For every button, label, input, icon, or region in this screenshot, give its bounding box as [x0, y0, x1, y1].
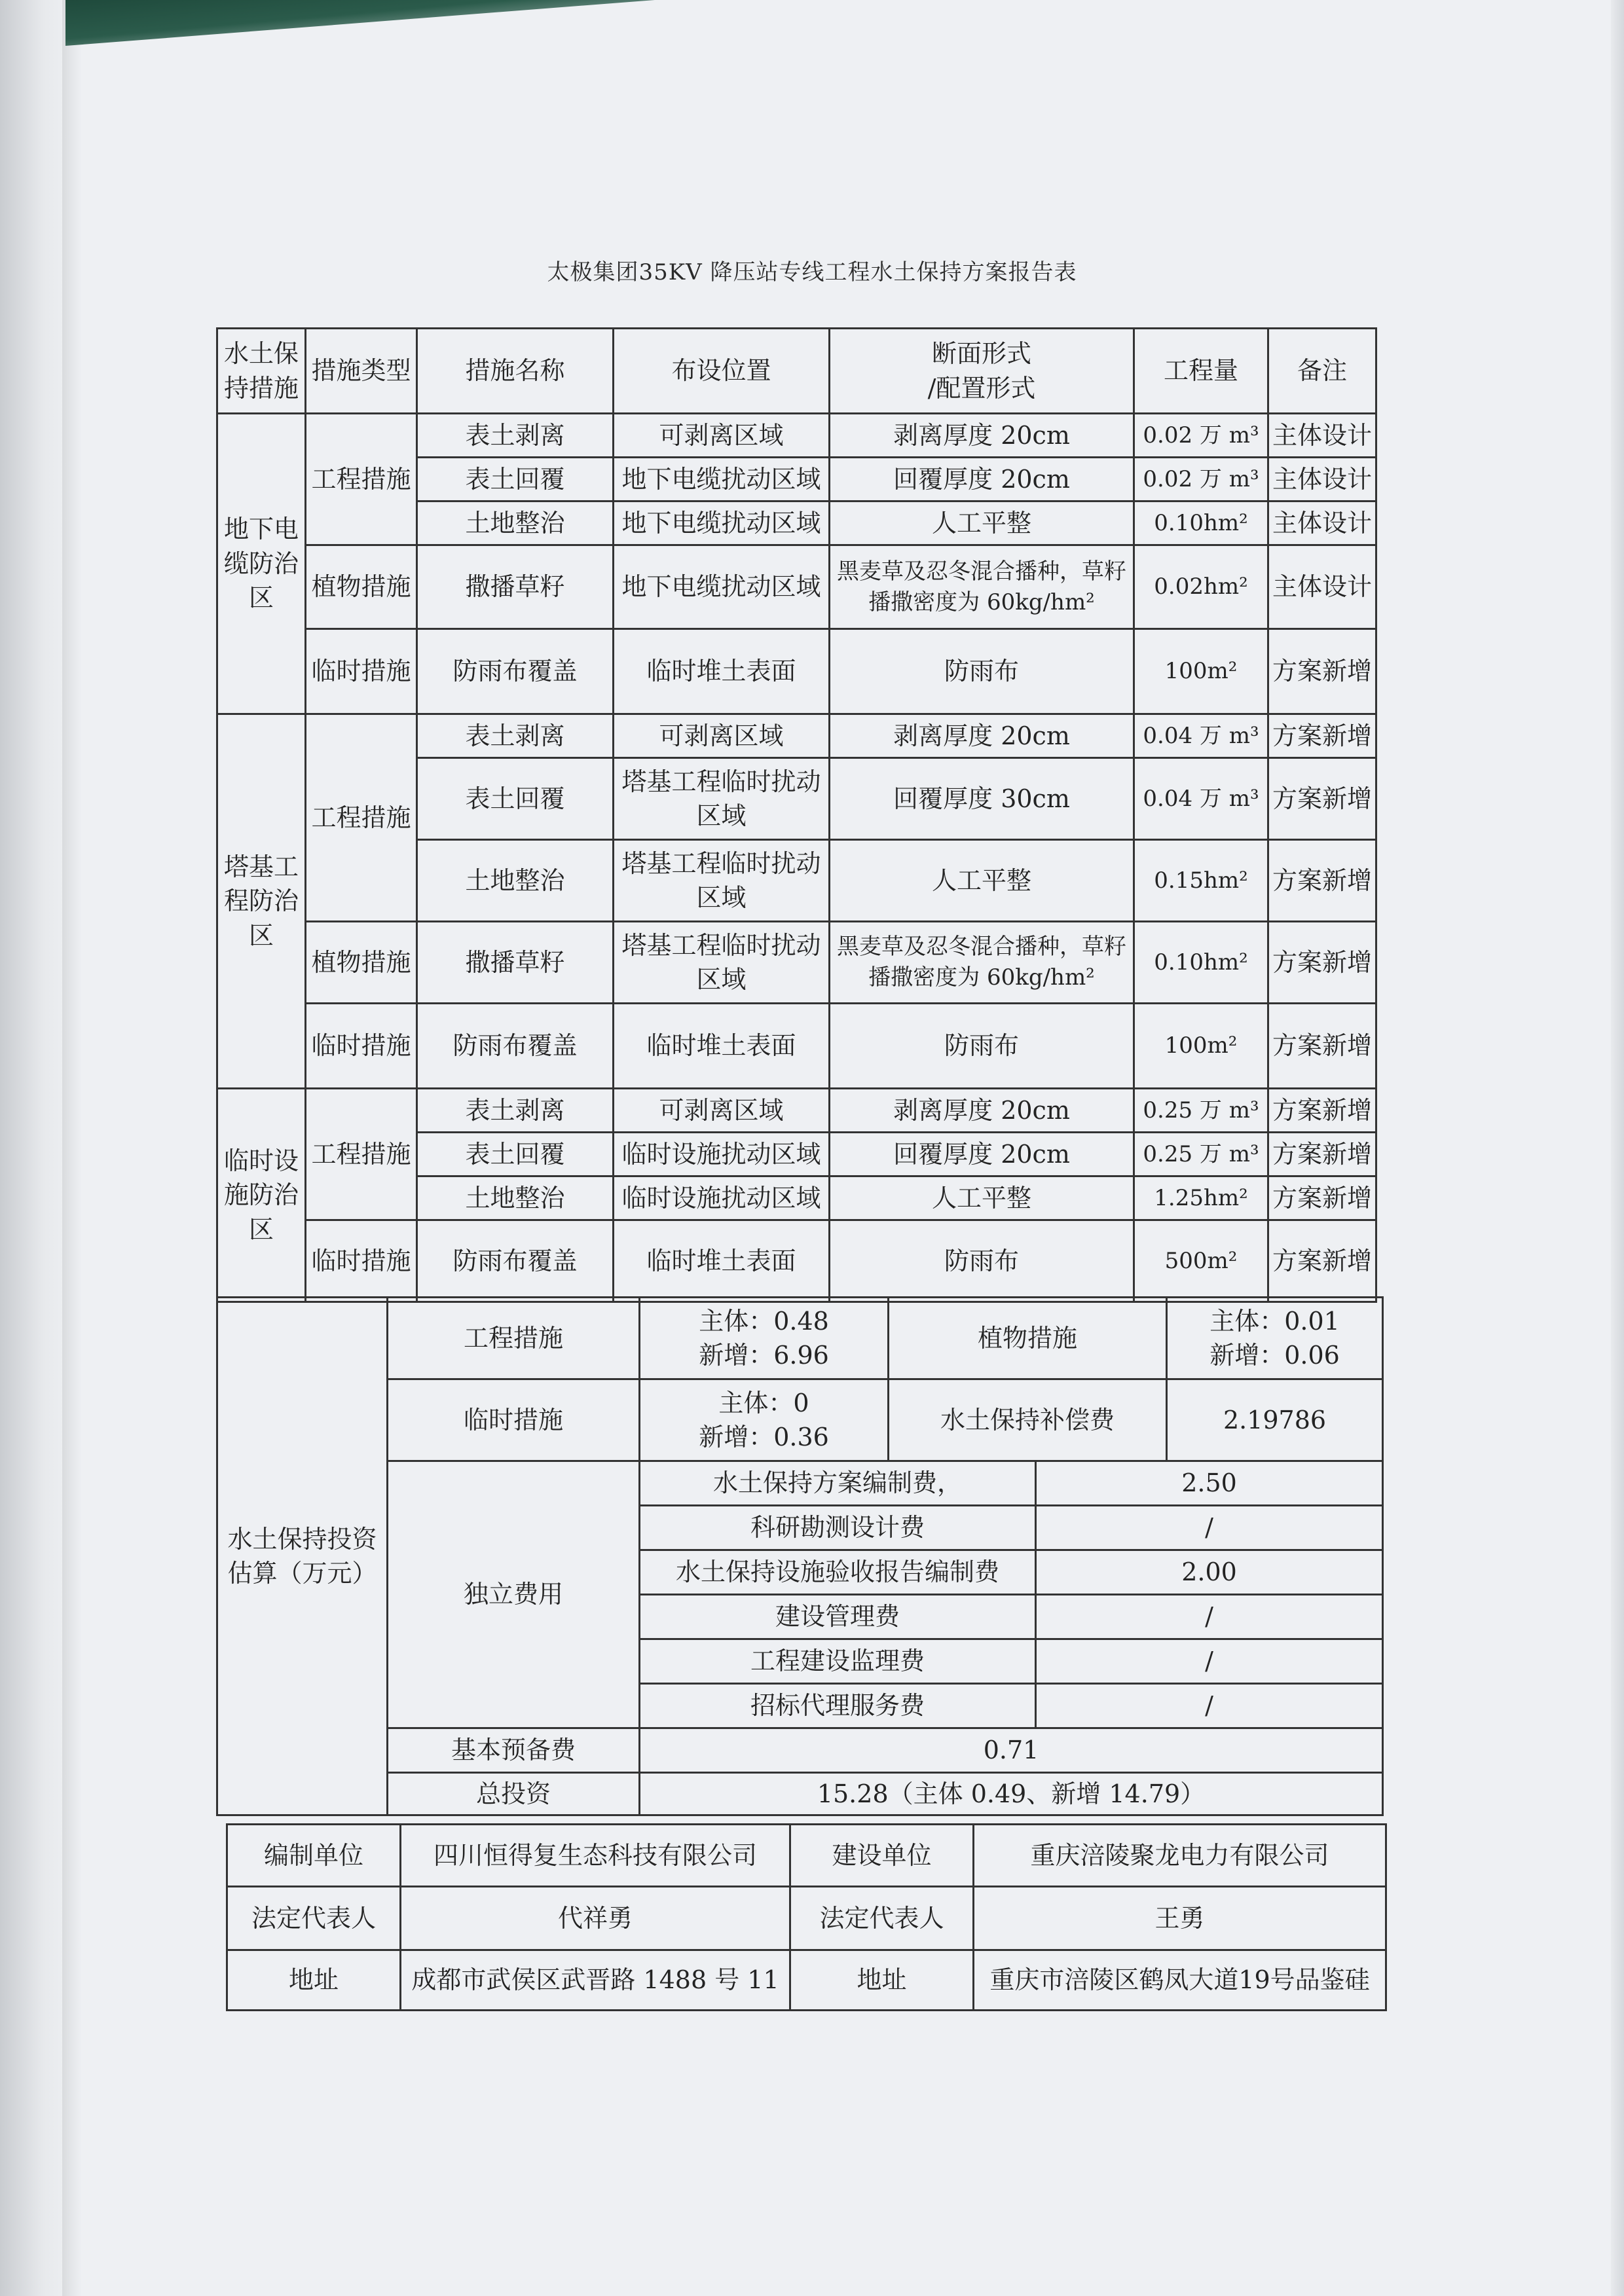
name-cell: 表土剥离 — [417, 1089, 614, 1133]
page-binding — [0, 0, 72, 2296]
table-row — [217, 1773, 1383, 1815]
header-cell: 工程量 — [1134, 329, 1268, 414]
plant-label: 植物措施 — [889, 1298, 1167, 1379]
temporary-value — [640, 1379, 889, 1461]
header-cell: 备注 — [1268, 329, 1376, 414]
header-cell: 布设位置 — [614, 329, 830, 414]
location-cell: 可剥离区域 — [614, 714, 830, 758]
fee-value: / — [1036, 1684, 1383, 1728]
section-cell: 剥离厚度 20cm — [830, 1089, 1134, 1133]
fee-name: 水土保持方案编制费， — [640, 1461, 1036, 1506]
independent-label: 独立费用 — [388, 1461, 640, 1728]
table-row — [227, 1887, 1386, 1950]
section-cell: 人工平整 — [830, 501, 1134, 545]
fee-name: 水土保持设施验收报告编制费 — [640, 1550, 1036, 1595]
zone-cell: 临时设施防治区 — [217, 1089, 306, 1302]
total-label: 总投资 — [388, 1773, 640, 1815]
note-cell: 方案新增 — [1268, 1133, 1376, 1176]
type-cell: 工程措施 — [306, 714, 417, 922]
name-cell: 表土剥离 — [417, 414, 614, 458]
type-cell: 植物措施 — [306, 545, 417, 629]
section-cell: 防雨布 — [830, 629, 1134, 714]
section-cell: 剥离厚度 20cm — [830, 714, 1134, 758]
zone-cell: 塔基工程防治区 — [217, 714, 306, 1089]
location-cell: 临时设施扰动区域 — [614, 1176, 830, 1220]
investment-label: 水土保持投资估算（万元） — [217, 1298, 388, 1815]
table-row — [217, 1379, 1383, 1461]
total-value: 15.28（主体 0.49、新增 14.79） — [640, 1773, 1383, 1815]
main-amount: 主体：0.48 — [699, 1306, 829, 1336]
location-cell: 临时堆土表面 — [614, 1004, 830, 1089]
header-cell: 措施类型 — [306, 329, 417, 414]
header-line: 断面形式 — [931, 339, 1031, 369]
compensation-value: 2.19786 — [1167, 1379, 1383, 1461]
compiler-rep: 代祥勇 — [401, 1887, 790, 1950]
name-cell: 防雨布覆盖 — [417, 1220, 614, 1302]
type-cell: 工程措施 — [306, 414, 417, 545]
quantity-cell: 100m² — [1134, 1004, 1268, 1089]
note-cell: 方案新增 — [1268, 922, 1376, 1004]
section-cell: 回覆厚度 20cm — [830, 1133, 1134, 1176]
engineering-label: 工程措施 — [388, 1298, 640, 1379]
section-cell: 剥离厚度 20cm — [830, 414, 1134, 458]
location-cell: 地下电缆扰动区域 — [614, 458, 830, 501]
type-cell: 植物措施 — [306, 922, 417, 1004]
fee-value: / — [1036, 1639, 1383, 1684]
quantity-cell: 0.02 万 m³ — [1134, 414, 1268, 458]
note-cell: 方案新增 — [1268, 840, 1376, 922]
report-title: 太极集团35KV 降压站专线工程水土保持方案报告表 — [547, 259, 1077, 285]
fee-value: 2.00 — [1036, 1550, 1383, 1595]
reserve-label: 基本预备费 — [388, 1728, 640, 1773]
quantity-cell: 0.25 万 m³ — [1134, 1133, 1268, 1176]
compiler-name: 四川恒得复生态科技有限公司 — [401, 1825, 790, 1887]
type-cell: 临时措施 — [306, 629, 417, 714]
note-cell: 方案新增 — [1268, 1176, 1376, 1220]
new-amount: 新增：6.96 — [699, 1341, 829, 1370]
units-table — [226, 1823, 1387, 2011]
name-cell: 土地整治 — [417, 1176, 614, 1220]
section-cell: 人工平整 — [830, 840, 1134, 922]
note-cell: 主体设计 — [1268, 414, 1376, 458]
temporary-label: 临时措施 — [388, 1379, 640, 1461]
table-row — [217, 629, 1376, 714]
reserve-value: 0.71 — [640, 1728, 1383, 1773]
main-amount: 主体：0.01 — [1209, 1306, 1340, 1336]
header-cell: 措施名称 — [417, 329, 614, 414]
fee-value: / — [1036, 1506, 1383, 1550]
table-row — [217, 1004, 1376, 1089]
builder-name: 重庆涪陵聚龙电力有限公司 — [974, 1825, 1386, 1887]
name-cell: 表土回覆 — [417, 458, 614, 501]
note-cell: 主体设计 — [1268, 501, 1376, 545]
main-amount: 主体：0 — [718, 1388, 809, 1417]
location-cell: 地下电缆扰动区域 — [614, 501, 830, 545]
builder-rep: 王勇 — [974, 1887, 1386, 1950]
quantity-cell: 0.15hm² — [1134, 840, 1268, 922]
table-row — [217, 414, 1376, 458]
table-row — [217, 1220, 1376, 1302]
type-cell: 临时措施 — [306, 1220, 417, 1302]
new-amount: 新增：0.36 — [699, 1423, 829, 1451]
name-cell: 撒播草籽 — [417, 922, 614, 1004]
zone-cell: 地下电缆防治区 — [217, 414, 306, 714]
type-cell: 临时措施 — [306, 1004, 417, 1089]
table-row — [217, 545, 1376, 629]
section-cell: 回覆厚度 20cm — [830, 458, 1134, 501]
name-cell: 防雨布覆盖 — [417, 629, 614, 714]
quantity-cell: 0.10hm² — [1134, 501, 1268, 545]
cover-corner — [65, 0, 655, 46]
section-cell: 黑麦草及忍冬混合播种，草籽播撒密度为 60kg/hm² — [830, 922, 1134, 1004]
section-cell: 回覆厚度 30cm — [830, 758, 1134, 840]
quantity-cell: 0.25 万 m³ — [1134, 1089, 1268, 1133]
note-cell: 方案新增 — [1268, 758, 1376, 840]
name-cell: 表土剥离 — [417, 714, 614, 758]
quantity-cell: 0.02hm² — [1134, 545, 1268, 629]
compiler-address: 成都市武侯区武晋路 1488 号 11 — [401, 1950, 790, 2011]
table-row — [227, 1825, 1386, 1887]
table-row — [217, 922, 1376, 1004]
location-cell: 塔基工程临时扰动区域 — [614, 840, 830, 922]
table-row — [217, 1461, 1383, 1506]
table-row — [227, 1950, 1386, 2011]
section-cell: 黑麦草及忍冬混合播种，草籽播撒密度为 60kg/hm² — [830, 545, 1134, 629]
compiler-label: 编制单位 — [227, 1825, 401, 1887]
location-cell: 临时堆土表面 — [614, 1220, 830, 1302]
location-cell: 临时设施扰动区域 — [614, 1133, 830, 1176]
name-cell: 表土回覆 — [417, 1133, 614, 1176]
name-cell: 撒播草籽 — [417, 545, 614, 629]
quantity-cell: 500m² — [1134, 1220, 1268, 1302]
section-cell: 人工平整 — [830, 1176, 1134, 1220]
fee-name: 工程建设监理费 — [640, 1639, 1036, 1684]
type-cell: 工程措施 — [306, 1089, 417, 1220]
note-cell: 方案新增 — [1268, 1220, 1376, 1302]
quantity-cell: 0.02 万 m³ — [1134, 458, 1268, 501]
note-cell: 方案新增 — [1268, 714, 1376, 758]
note-cell: 主体设计 — [1268, 458, 1376, 501]
location-cell: 可剥离区域 — [614, 414, 830, 458]
name-cell: 土地整治 — [417, 840, 614, 922]
fee-name: 建设管理费 — [640, 1595, 1036, 1639]
header-cell — [830, 329, 1134, 414]
measures-table — [216, 327, 1377, 1303]
fee-name: 招标代理服务费 — [640, 1684, 1036, 1728]
section-cell: 防雨布 — [830, 1004, 1134, 1089]
measures-header-row — [217, 329, 1376, 414]
location-cell: 临时堆土表面 — [614, 629, 830, 714]
fee-value: / — [1036, 1595, 1383, 1639]
quantity-cell: 100m² — [1134, 629, 1268, 714]
quantity-cell: 0.04 万 m³ — [1134, 714, 1268, 758]
location-cell: 地下电缆扰动区域 — [614, 545, 830, 629]
quantity-cell: 0.04 万 m³ — [1134, 758, 1268, 840]
builder-address: 重庆市涪陵区鹤凤大道19号品鉴硅 — [974, 1950, 1386, 2011]
location-cell: 塔基工程临时扰动区域 — [614, 922, 830, 1004]
address-label: 地址 — [790, 1950, 974, 2011]
table-row — [217, 714, 1376, 758]
header-line: /配置形式 — [927, 373, 1036, 403]
rep-label: 法定代表人 — [227, 1887, 401, 1950]
name-cell: 表土回覆 — [417, 758, 614, 840]
builder-label: 建设单位 — [790, 1825, 974, 1887]
page-edge — [1611, 0, 1624, 2296]
location-cell: 可剥离区域 — [614, 1089, 830, 1133]
fee-value: 2.50 — [1036, 1461, 1383, 1506]
address-label: 地址 — [227, 1950, 401, 2011]
note-cell: 方案新增 — [1268, 1089, 1376, 1133]
section-cell: 防雨布 — [830, 1220, 1134, 1302]
investment-table — [216, 1296, 1384, 1816]
name-cell: 土地整治 — [417, 501, 614, 545]
spine-shadow — [62, 0, 82, 2296]
table-row — [217, 1298, 1383, 1379]
note-cell: 方案新增 — [1268, 1004, 1376, 1089]
quantity-cell: 0.10hm² — [1134, 922, 1268, 1004]
location-cell: 塔基工程临时扰动区域 — [614, 758, 830, 840]
header-cell: 水土保持措施 — [217, 329, 306, 414]
name-cell: 防雨布覆盖 — [417, 1004, 614, 1089]
fee-name: 科研勘测设计费 — [640, 1506, 1036, 1550]
quantity-cell: 1.25hm² — [1134, 1176, 1268, 1220]
plant-value — [1167, 1298, 1383, 1379]
note-cell: 方案新增 — [1268, 629, 1376, 714]
note-cell: 主体设计 — [1268, 545, 1376, 629]
new-amount: 新增：0.06 — [1209, 1341, 1340, 1370]
table-row — [217, 1728, 1383, 1773]
engineering-value — [640, 1298, 889, 1379]
table-row — [217, 1089, 1376, 1133]
rep-label: 法定代表人 — [790, 1887, 974, 1950]
compensation-label: 水土保持补偿费 — [889, 1379, 1167, 1461]
